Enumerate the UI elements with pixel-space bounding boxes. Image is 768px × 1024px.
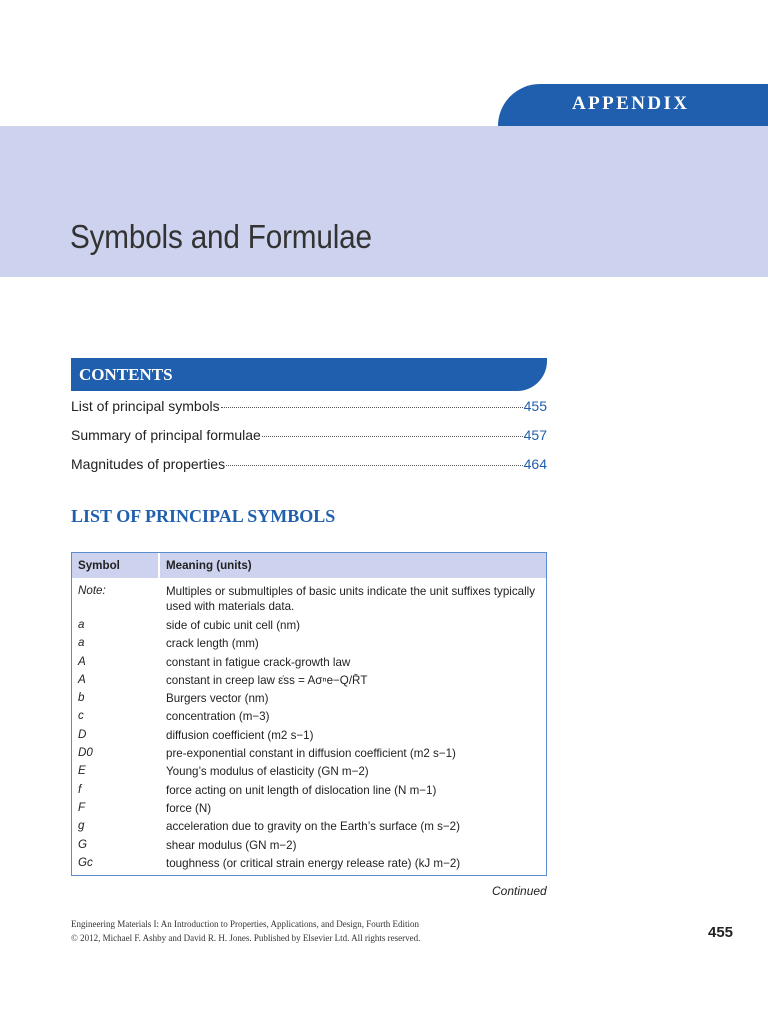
symbol-cell: f — [78, 783, 82, 796]
meaning-cell: pre-exponential constant in diffusion coefficient (m2 s−1) — [166, 747, 456, 760]
symbol-cell: b — [78, 691, 85, 704]
meaning-cell: side of cubic unit cell (nm) — [166, 619, 301, 632]
title-band — [0, 126, 768, 277]
toc-entry-formulae[interactable] — [71, 427, 547, 449]
appendix-label: APPENDIX — [572, 93, 690, 114]
table-row — [72, 762, 546, 780]
toc-label: Magnitudes of properties — [71, 456, 226, 472]
table-row — [72, 726, 546, 744]
symbol-cell: c — [78, 709, 84, 722]
table-header — [72, 553, 546, 578]
meaning-cell: force acting on unit length of dislocation line (N m−1) — [166, 784, 437, 797]
meaning-cell: crack length (mm) — [166, 637, 259, 650]
table-row — [72, 671, 546, 689]
footer-book-title: Engineering Materials I: An Introduction to Properties, Applications, and Design, Fourth Edition — [71, 919, 419, 929]
table-row — [72, 653, 546, 671]
meaning-cell: shear modulus (GN m−2) — [166, 839, 297, 852]
toc-entry-symbols[interactable] — [71, 398, 547, 420]
meaning-cell: force (N) — [166, 802, 212, 815]
symbols-table — [71, 552, 547, 876]
toc-label: List of principal symbols — [71, 398, 220, 414]
symbol-cell: g — [78, 819, 85, 832]
toc-leader — [226, 465, 523, 466]
header-meaning: Meaning (units) — [166, 559, 252, 572]
symbol-cell: F — [78, 801, 86, 814]
meaning-cell: diffusion coefficient (m2 s−1) — [166, 729, 314, 742]
table-row — [72, 634, 546, 652]
meaning-cell: toughness (or critical strain energy release rate) (kJ m−2) — [166, 857, 461, 870]
toc-page: 464 — [523, 456, 547, 472]
contents-heading: CONTENTS — [79, 365, 173, 384]
symbol-cell: A — [78, 673, 86, 686]
page-number: 455 — [708, 924, 734, 941]
symbol-cell: Gc — [78, 856, 93, 869]
footer-copyright: © 2012, Michael F. Ashby and David R. H. Jones. Published by Elsevier Ltd. All rights reserved. — [71, 933, 421, 943]
symbol-cell: a — [78, 636, 85, 649]
meaning-cell: Burgers vector (nm) — [166, 692, 269, 705]
table-row — [72, 616, 546, 634]
section-title: LIST OF PRINCIPAL SYMBOLS — [71, 506, 336, 526]
symbol-cell: Note: — [78, 584, 106, 597]
symbol-cell: E — [78, 764, 86, 777]
meaning-cell: acceleration due to gravity on the Earth’s surface (m s−2) — [166, 820, 460, 833]
table-row — [72, 707, 546, 725]
meaning-cell: Multiples or submultiples of basic units indicate the unit suffixes typically used with materials data. — [166, 585, 536, 613]
table-row — [72, 582, 546, 616]
appendix-tab — [498, 84, 768, 126]
table-row — [72, 744, 546, 762]
symbol-cell: a — [78, 618, 85, 631]
table-row — [72, 854, 546, 872]
table-row — [72, 836, 546, 854]
header-cell-meaning — [160, 553, 546, 578]
toc-label: Summary of principal formulae — [71, 427, 261, 443]
continued-note: Continued — [492, 884, 547, 898]
toc-leader — [221, 407, 523, 408]
meaning-cell: Young’s modulus of elasticity (GN m−2) — [166, 765, 369, 778]
toc-page: 457 — [523, 427, 547, 443]
meaning-cell: constant in creep law ε̇ss = Aσⁿe−Q/R̄T — [166, 674, 368, 687]
header-cell-symbol — [72, 553, 158, 578]
symbol-cell: A — [78, 655, 86, 668]
contents-heading-bar — [71, 358, 547, 391]
toc-leader — [262, 436, 523, 437]
table-row — [72, 781, 546, 799]
header-symbol: Symbol — [78, 559, 120, 572]
toc-page: 455 — [523, 398, 547, 414]
meaning-cell: concentration (m−3) — [166, 710, 270, 723]
symbol-cell: D — [78, 728, 87, 741]
page-title: Symbols and Formulae — [70, 218, 372, 255]
table-row — [72, 817, 546, 835]
meaning-cell: constant in fatigue crack-growth law — [166, 656, 351, 669]
table-row — [72, 689, 546, 707]
toc-entry-magnitudes[interactable] — [71, 456, 547, 478]
table-row — [72, 799, 546, 817]
symbol-cell: G — [78, 838, 88, 851]
symbol-cell: D0 — [78, 746, 93, 759]
